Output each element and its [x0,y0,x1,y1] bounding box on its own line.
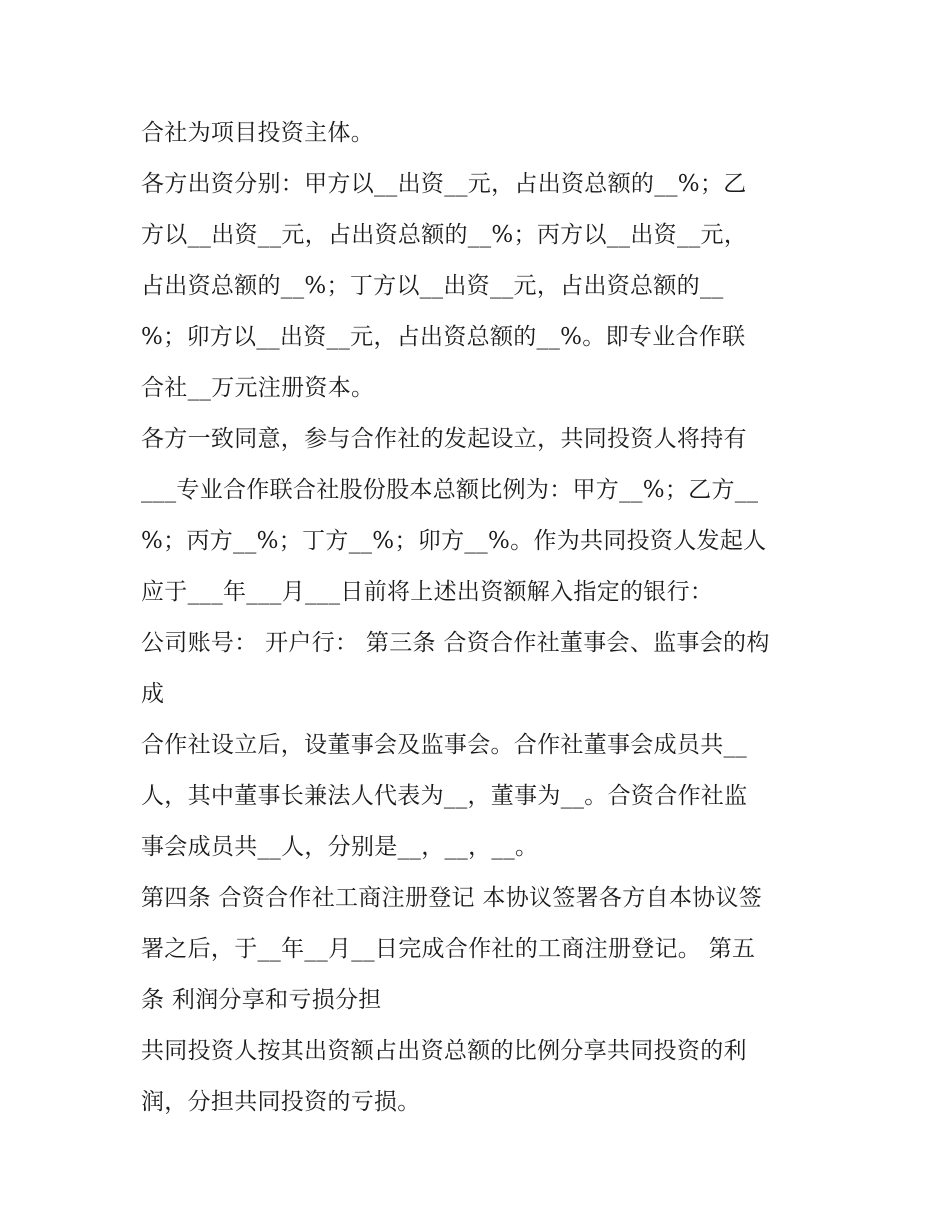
text-line: 应于___年___月___日前将上述出资额解入指定的银行： [141,579,714,605]
text-line: 方以__出资__元，占出资总额的__%；丙方以__出资__元， [141,222,748,248]
document-body [141,108,813,1128]
text-line: %；卯方以__出资__元，占出资总额的__%。即专业合作联 [141,324,746,350]
text-line: 合社__万元注册资本。 [141,375,375,401]
text-line: 共同投资人按其出资额占出资总额的比例分享共同投资的利 [141,1038,747,1064]
text-line: %；丙方__%；丁方__%；卯方__%。作为共同投资人发起人 [141,528,767,554]
text-line: 条 利润分享和亏损分担 [141,987,382,1013]
text-line: ___专业合作联合社股份股本总额比例为：甲方__%；乙方__ [141,477,759,503]
text-line: 合作社设立后，设董事会及监事会。合作社董事会成员共__ [141,732,748,758]
text-line: 合社为项目投资主体。 [141,120,374,146]
text-line: 成 [141,681,165,707]
text-line: 署之后，于__年__月__日完成合作社的工商注册登记。 第五 [141,936,756,962]
text-line: 公司账号： 开户行： 第三条 合资合作社董事会、监事会的构 [141,630,770,656]
text-line: 事会成员共__人，分别是__，__，__。 [141,834,539,860]
text-line: 占出资总额的__%；丁方以__出资__元，占出资总额的__ [141,273,724,299]
text-line: 第四条 合资合作社工商注册登记 本协议签署各方自本协议签 [141,885,763,911]
text-line: 各方一致同意，参与合作社的发起设立，共同投资人将持有 [141,426,747,452]
text-line: 各方出资分别：甲方以__出资__元，占出资总额的__%；乙 [141,171,747,197]
text-line: 人，其中董事长兼法人代表为__，董事为__。合资合作社监 [141,783,748,809]
text-line: 润，分担共同投资的亏损。 [141,1089,421,1115]
